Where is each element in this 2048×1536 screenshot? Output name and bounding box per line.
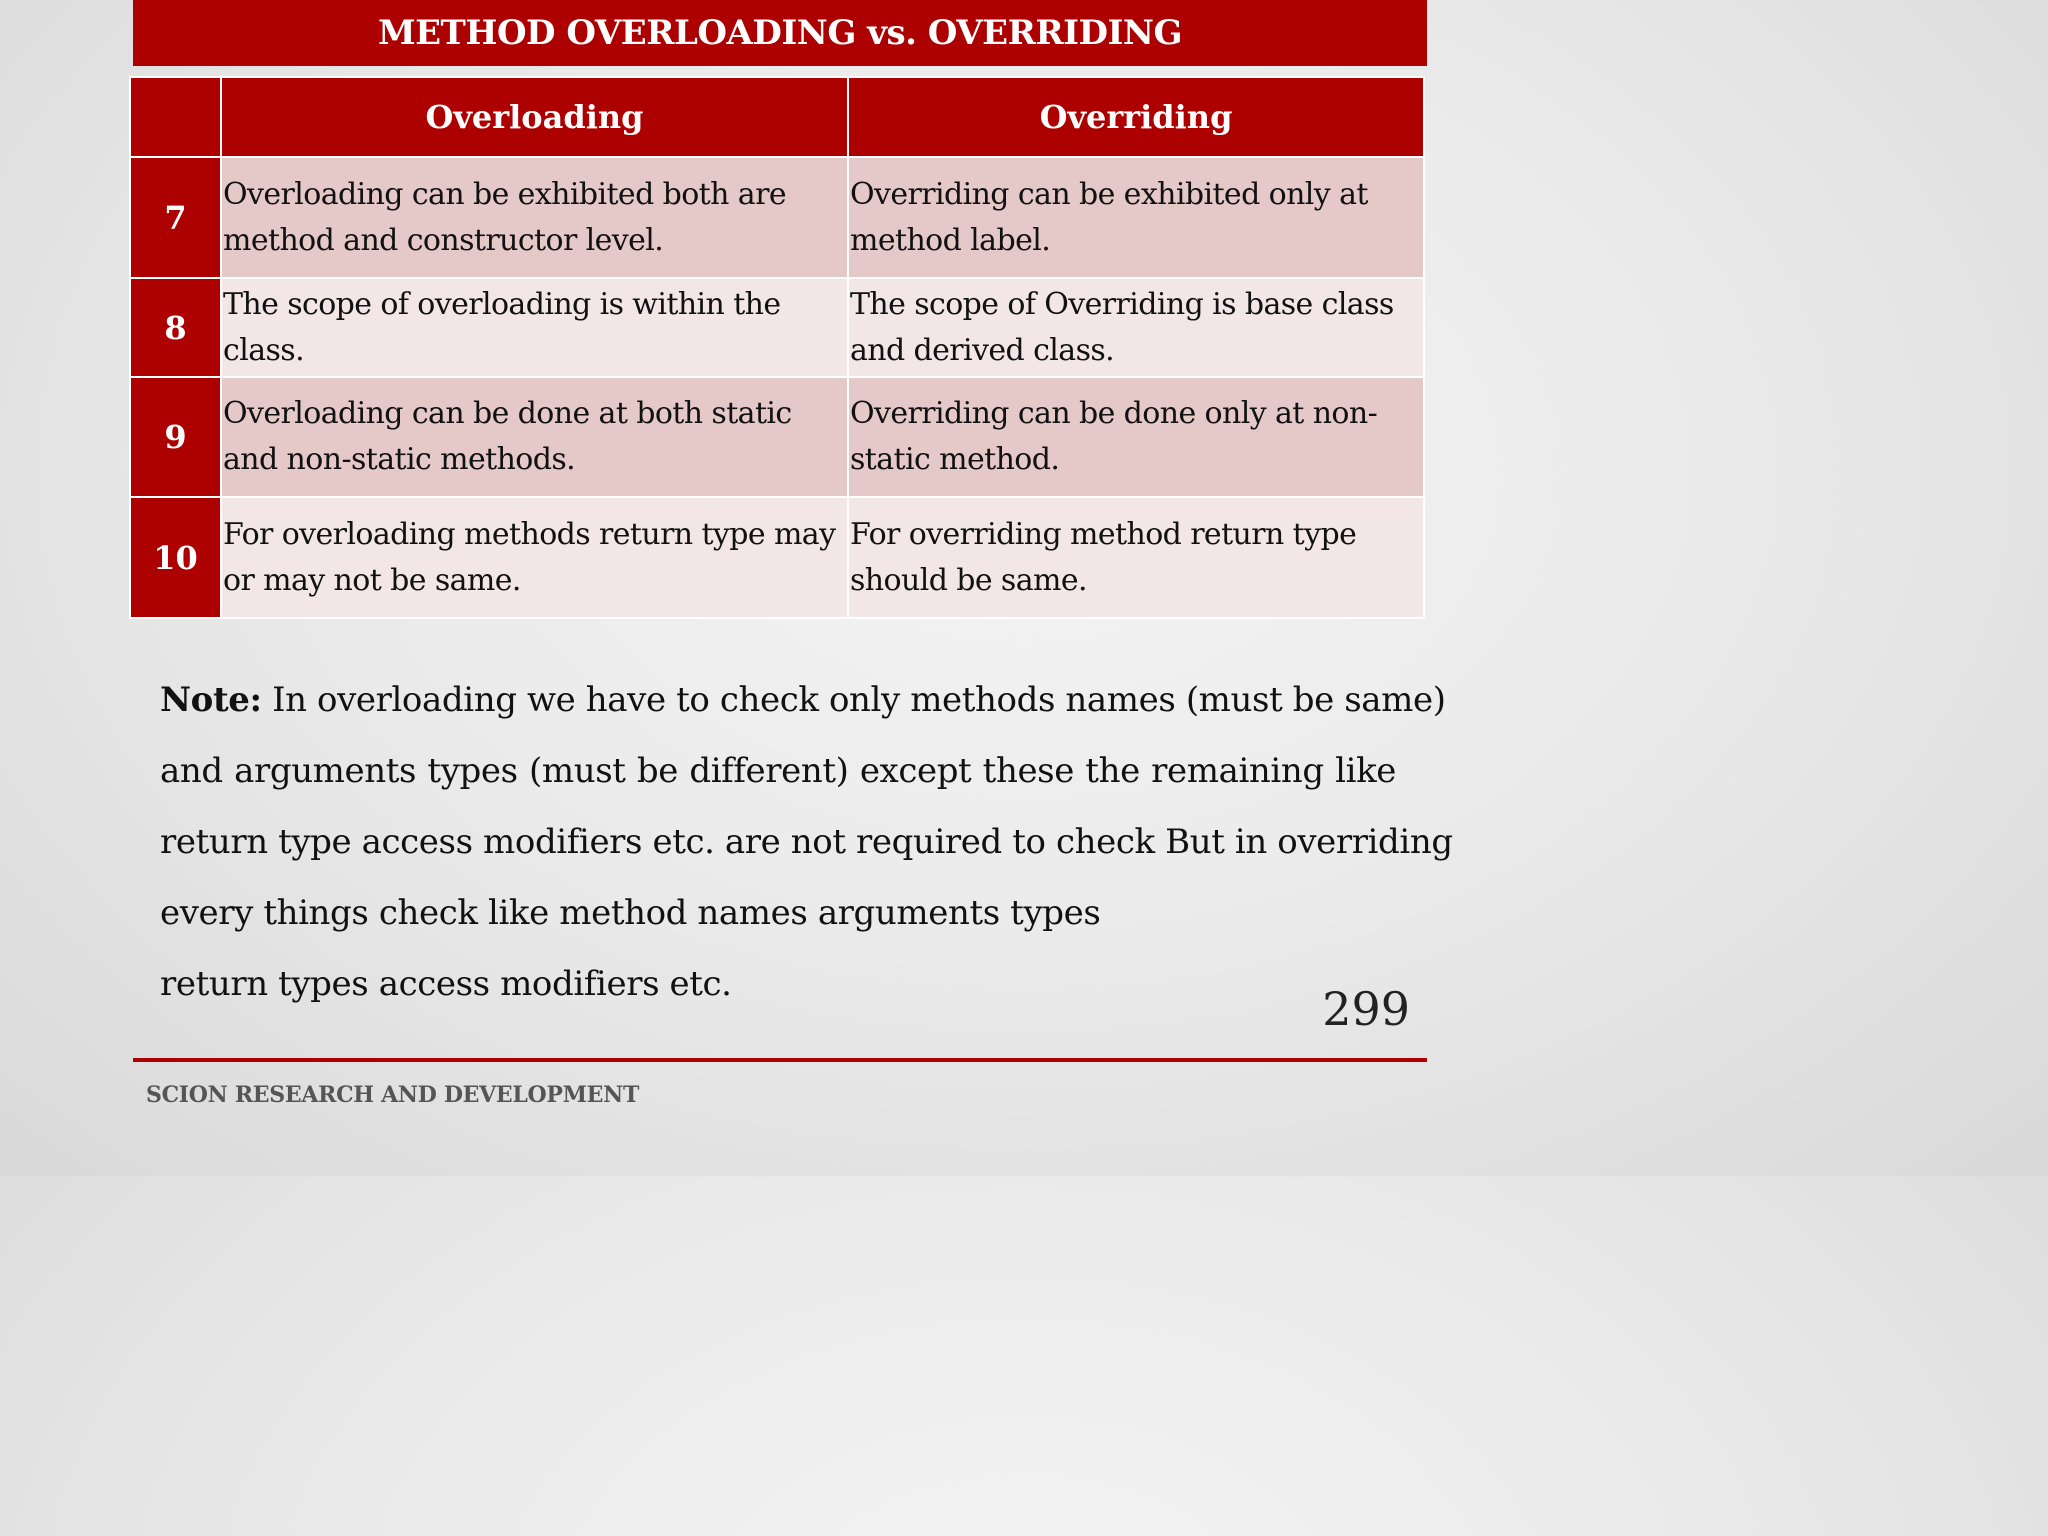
header-overriding: Overriding <box>848 77 1424 157</box>
note-label: Note: <box>160 680 262 720</box>
page-number: 299 <box>1322 982 1410 1036</box>
header-overloading: Overloading <box>221 77 848 157</box>
cell-line: and derived class. <box>850 332 1115 368</box>
cell-line: should be same. <box>850 562 1087 598</box>
slide-title: METHOD OVERLOADING vs. OVERRIDING <box>133 0 1427 66</box>
cell-line: method label. <box>850 222 1051 258</box>
table-row <box>130 497 1424 618</box>
note-line: and arguments types (must be different) except these the remaining like <box>160 751 1396 791</box>
note-line <box>160 665 1446 736</box>
table-row <box>130 278 1424 377</box>
row-number: 9 <box>130 377 221 497</box>
cell-line: method and constructor level. <box>223 222 664 258</box>
overriding-cell <box>848 497 1424 618</box>
header-number-cell <box>130 77 221 157</box>
footer-organization: SCION RESEARCH AND DEVELOPMENT <box>146 1082 640 1108</box>
cell-line: class. <box>223 332 305 368</box>
cell-line: static method. <box>850 442 1060 477</box>
table-row <box>130 377 1424 497</box>
overloading-cell <box>221 278 848 377</box>
cell-line: or may not be same. <box>223 562 521 598</box>
footer-divider <box>133 1058 1427 1062</box>
overloading-cell <box>221 497 848 618</box>
overloading-cell <box>221 377 848 497</box>
row-number: 7 <box>130 157 221 278</box>
cell-line: The scope of overloading is within the <box>223 286 781 322</box>
cell-line: For overloading methods return type may <box>223 516 836 552</box>
overriding-cell <box>848 157 1424 278</box>
cell-line: and non-static methods. <box>223 442 576 477</box>
cell-line: Overloading can be exhibited both are <box>223 176 786 212</box>
note-line: every things check like method names arguments types <box>160 893 1101 933</box>
table-header-row <box>130 77 1424 157</box>
overriding-cell <box>848 278 1424 377</box>
cell-line: For overriding method return type <box>850 516 1357 552</box>
cell-line: The scope of Overriding is base class <box>850 286 1394 322</box>
note-line: return types access modifiers etc. <box>160 964 732 1004</box>
comparison-table <box>129 76 1425 619</box>
note-text: In overloading we have to check only methods names (must be same) <box>261 680 1446 720</box>
cell-line: Overloading can be done at both static <box>223 396 792 431</box>
overriding-cell <box>848 377 1424 497</box>
overloading-cell <box>221 157 848 278</box>
table-row <box>130 157 1424 278</box>
cell-line: Overriding can be exhibited only at <box>850 176 1368 212</box>
note-line: return type access modifiers etc. are not required to check But in overriding <box>160 822 1453 862</box>
cell-line: Overriding can be done only at non- <box>850 396 1378 431</box>
row-number: 10 <box>130 497 221 618</box>
note-paragraph <box>160 665 1453 1020</box>
row-number: 8 <box>130 278 221 377</box>
